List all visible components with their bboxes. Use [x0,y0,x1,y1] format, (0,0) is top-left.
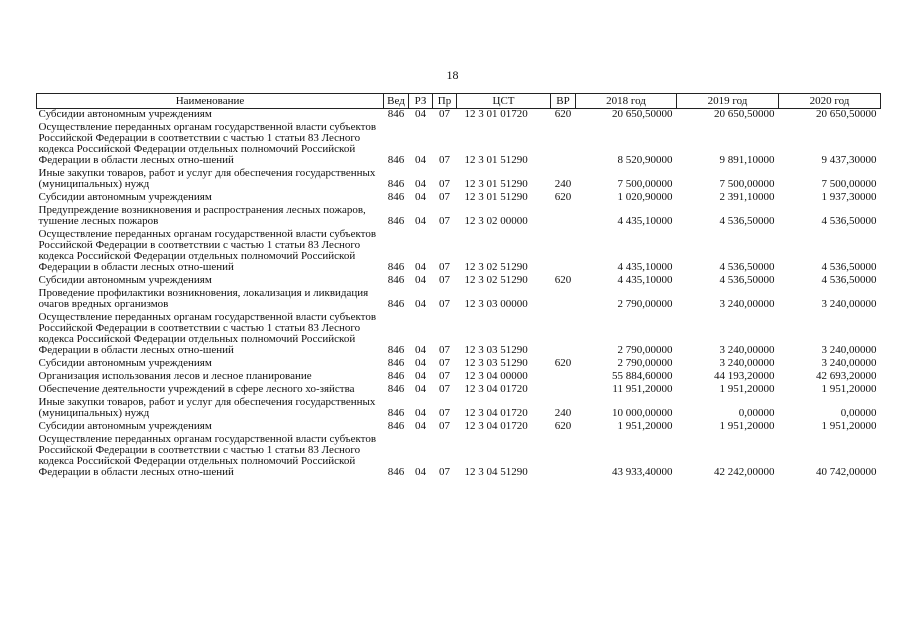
cell-2018: 55 884,60000 [612,370,673,382]
cell-name: Субсидии автономным учреждениям [38,274,212,286]
cell-ved: 846 [387,357,405,369]
cell-2020: 4 536,50000 [821,274,877,286]
budget-table [36,93,881,480]
cell-ved: 846 [387,108,405,120]
cell-name: Субсидии автономным учреждениям [38,191,212,203]
table-row [37,312,881,358]
cell-pr: 07 [439,298,450,310]
cell-2020: 4 536,50000 [821,261,877,273]
cell-cst: 12 3 01 51290 [464,191,528,203]
cell-2018: 11 951,20000 [612,383,673,395]
cell-2020: 9 437,30000 [821,154,877,166]
cell-cst: 12 3 04 01720 [464,420,528,432]
cell-2020: 3 240,00000 [821,298,877,310]
cell-name: Осуществление переданных органам государственной власти субъектов Российской Федерации в соответствии с частью 1 статьи 83 Лесного кодекса Российской Федерации отдельных полномочий Российской Федерации в области лесных отно-шений [38,121,377,166]
cell-2019: 4 536,50000 [719,261,775,273]
cell-2020: 1 951,20000 [821,383,877,395]
cell-pr: 07 [439,178,450,190]
cell-2020: 3 240,00000 [821,344,877,356]
cell-2020: 1 937,30000 [821,191,877,203]
cell-cst: 12 3 02 51290 [464,274,528,286]
cell-ved: 846 [387,274,405,286]
cell-2018: 4 435,10000 [617,215,673,227]
cell-rz: 04 [415,370,426,382]
header-2019: 2019 год [677,94,779,109]
cell-pr: 07 [439,420,450,432]
cell-cst: 12 3 04 01720 [464,383,528,395]
cell-2019: 3 240,00000 [719,357,775,369]
cell-vr [551,371,576,384]
cell-name: Предупреждение возникновения и распространения лесных пожаров, тушение лесных пожаров [38,204,366,227]
cell-2018: 1 951,20000 [617,420,673,432]
cell-2019: 4 536,50000 [719,215,775,227]
cell-rz: 04 [415,420,426,432]
cell-2018: 1 020,90000 [617,191,673,203]
cell-2018: 4 435,10000 [617,261,673,273]
cell-2020: 40 742,00000 [816,466,877,478]
cell-2020: 42 693,20000 [816,370,877,382]
header-2018: 2018 год [576,94,677,109]
cell-cst: 12 3 01 51290 [464,178,528,190]
cell-cst: 12 3 02 00000 [464,215,528,227]
cell-rz: 04 [415,191,426,203]
cell-cst: 12 3 01 51290 [464,154,528,166]
cell-name: Осуществление переданных органам государственной власти субъектов Российской Федерации в соответствии с частью 1 статьи 83 Лесного кодекса Российской Федерации отдельных полномочий Российской Федерации в области лесных отно-шений [38,433,377,478]
cell-ved: 846 [387,407,405,419]
cell-pr: 07 [439,191,450,203]
cell-pr: 07 [439,344,450,356]
cell-cst: 12 3 02 51290 [464,261,528,273]
cell-ved: 846 [387,191,405,203]
cell-vr [551,122,576,168]
cell-2019: 9 891,10000 [719,154,775,166]
cell-ved: 846 [387,178,405,190]
cell-pr: 07 [439,261,450,273]
cell-pr: 07 [439,357,450,369]
cell-name: Субсидии автономным учреждениям [38,108,212,120]
table-row [37,205,881,229]
table-row [37,168,881,192]
cell-rz: 04 [415,357,426,369]
cell-vr [551,384,576,397]
cell-name: Обеспечение деятельности учреждений в сфере лесного хо-зяйства [38,383,355,395]
cell-name: Иные закупки товаров, работ и услуг для обеспечения государственных (муниципальных) нужд [38,396,376,419]
cell-2019: 44 193,20000 [714,370,775,382]
cell-pr: 07 [439,108,450,120]
cell-pr: 07 [439,383,450,395]
cell-ved: 846 [387,344,405,356]
cell-2018: 20 650,50000 [612,108,673,120]
cell-name: Субсидии автономным учреждениям [38,420,212,432]
cell-ved: 846 [387,420,405,432]
cell-cst: 12 3 03 00000 [464,298,528,310]
cell-2019: 4 536,50000 [719,274,775,286]
cell-pr: 07 [439,466,450,478]
cell-rz: 04 [415,344,426,356]
cell-rz: 04 [415,154,426,166]
cell-2019: 7 500,00000 [719,178,775,190]
cell-rz: 04 [415,215,426,227]
cell-vr [551,288,576,312]
cell-ved: 846 [387,261,405,273]
cell-2020: 20 650,50000 [816,108,877,120]
cell-ved: 846 [387,298,405,310]
cell-ved: 846 [387,383,405,395]
page-number: 18 [446,68,459,82]
cell-2020: 4 536,50000 [821,215,877,227]
cell-2018: 7 500,00000 [617,178,673,190]
cell-cst: 12 3 04 01720 [464,407,528,419]
cell-ved: 846 [387,370,405,382]
cell-cst: 12 3 04 00000 [464,370,528,382]
table-row [37,122,881,168]
cell-rz: 04 [415,274,426,286]
cell-pr: 07 [439,274,450,286]
cell-cst: 12 3 03 51290 [464,357,528,369]
cell-pr: 07 [439,407,450,419]
cell-rz: 04 [415,261,426,273]
cell-name: Субсидии автономным учреждениям [38,357,212,369]
cell-vr [551,312,576,358]
cell-vr [551,205,576,229]
cell-vr: 620 [554,420,572,432]
cell-cst: 12 3 04 51290 [464,466,528,478]
cell-2018: 4 435,10000 [617,274,673,286]
cell-vr [551,434,576,480]
cell-pr: 07 [439,215,450,227]
cell-2019: 3 240,00000 [719,344,775,356]
cell-2018: 10 000,00000 [612,407,673,419]
cell-ved: 846 [387,154,405,166]
cell-rz: 04 [415,298,426,310]
table-row [37,109,881,123]
cell-name: Осуществление переданных органам государственной власти субъектов Российской Федерации в соответствии с частью 1 статьи 83 Лесного кодекса Российской Федерации отдельных полномочий Российской Федерации в области лесных отно-шений [38,228,377,273]
cell-vr: 240 [554,407,572,419]
header-ved: Вед [384,94,409,109]
cell-name: Осуществление переданных органам государственной власти субъектов Российской Федерации в соответствии с частью 1 статьи 83 Лесного кодекса Российской Федерации отдельных полномочий Российской Федерации в области лесных отно-шений [38,311,377,356]
cell-rz: 04 [415,466,426,478]
header-cst: ЦСТ [457,94,551,109]
table-header [37,94,881,109]
cell-rz: 04 [415,407,426,419]
cell-name: Организация использования лесов и лесное планирование [38,370,312,382]
table-row [37,397,881,421]
table-row [37,288,881,312]
header-vr: ВР [551,94,576,109]
cell-vr [551,229,576,275]
cell-2018: 8 520,90000 [617,154,673,166]
cell-vr: 620 [554,191,572,203]
cell-2019: 2 391,10000 [719,191,775,203]
cell-name: Иные закупки товаров, работ и услуг для обеспечения государственных (муниципальных) нужд [38,167,376,190]
table-body [37,109,881,481]
header-name: Наименование [37,94,384,109]
cell-ved: 846 [387,466,405,478]
cell-pr: 07 [439,370,450,382]
cell-2019: 0,00000 [738,407,775,419]
table-row [37,434,881,480]
cell-vr: 240 [554,178,572,190]
cell-cst: 12 3 03 51290 [464,344,528,356]
cell-2019: 20 650,50000 [714,108,775,120]
table-row [37,229,881,275]
cell-2020: 3 240,00000 [821,357,877,369]
cell-2019: 42 242,00000 [714,466,775,478]
cell-2020: 1 951,20000 [821,420,877,432]
cell-2020: 0,00000 [840,407,877,419]
cell-2018: 2 790,00000 [617,344,673,356]
cell-pr: 07 [439,154,450,166]
cell-2018: 43 933,40000 [612,466,673,478]
header-rz: РЗ [409,94,433,109]
header-pr: Пр [433,94,457,109]
cell-rz: 04 [415,108,426,120]
cell-2018: 2 790,00000 [617,357,673,369]
cell-2019: 3 240,00000 [719,298,775,310]
cell-vr: 620 [554,108,572,120]
cell-rz: 04 [415,178,426,190]
cell-2018: 2 790,00000 [617,298,673,310]
cell-ved: 846 [387,215,405,227]
cell-vr: 620 [554,274,572,286]
header-2020: 2020 год [779,94,881,109]
header-row [37,94,881,109]
cell-cst: 12 3 01 01720 [464,108,528,120]
cell-2019: 1 951,20000 [719,420,775,432]
cell-vr: 620 [554,357,572,369]
cell-name: Проведение профилактики возникновения, локализация и ликвидация очагов вредных организмов [38,287,369,310]
cell-rz: 04 [415,383,426,395]
cell-2020: 7 500,00000 [821,178,877,190]
cell-2019: 1 951,20000 [719,383,775,395]
